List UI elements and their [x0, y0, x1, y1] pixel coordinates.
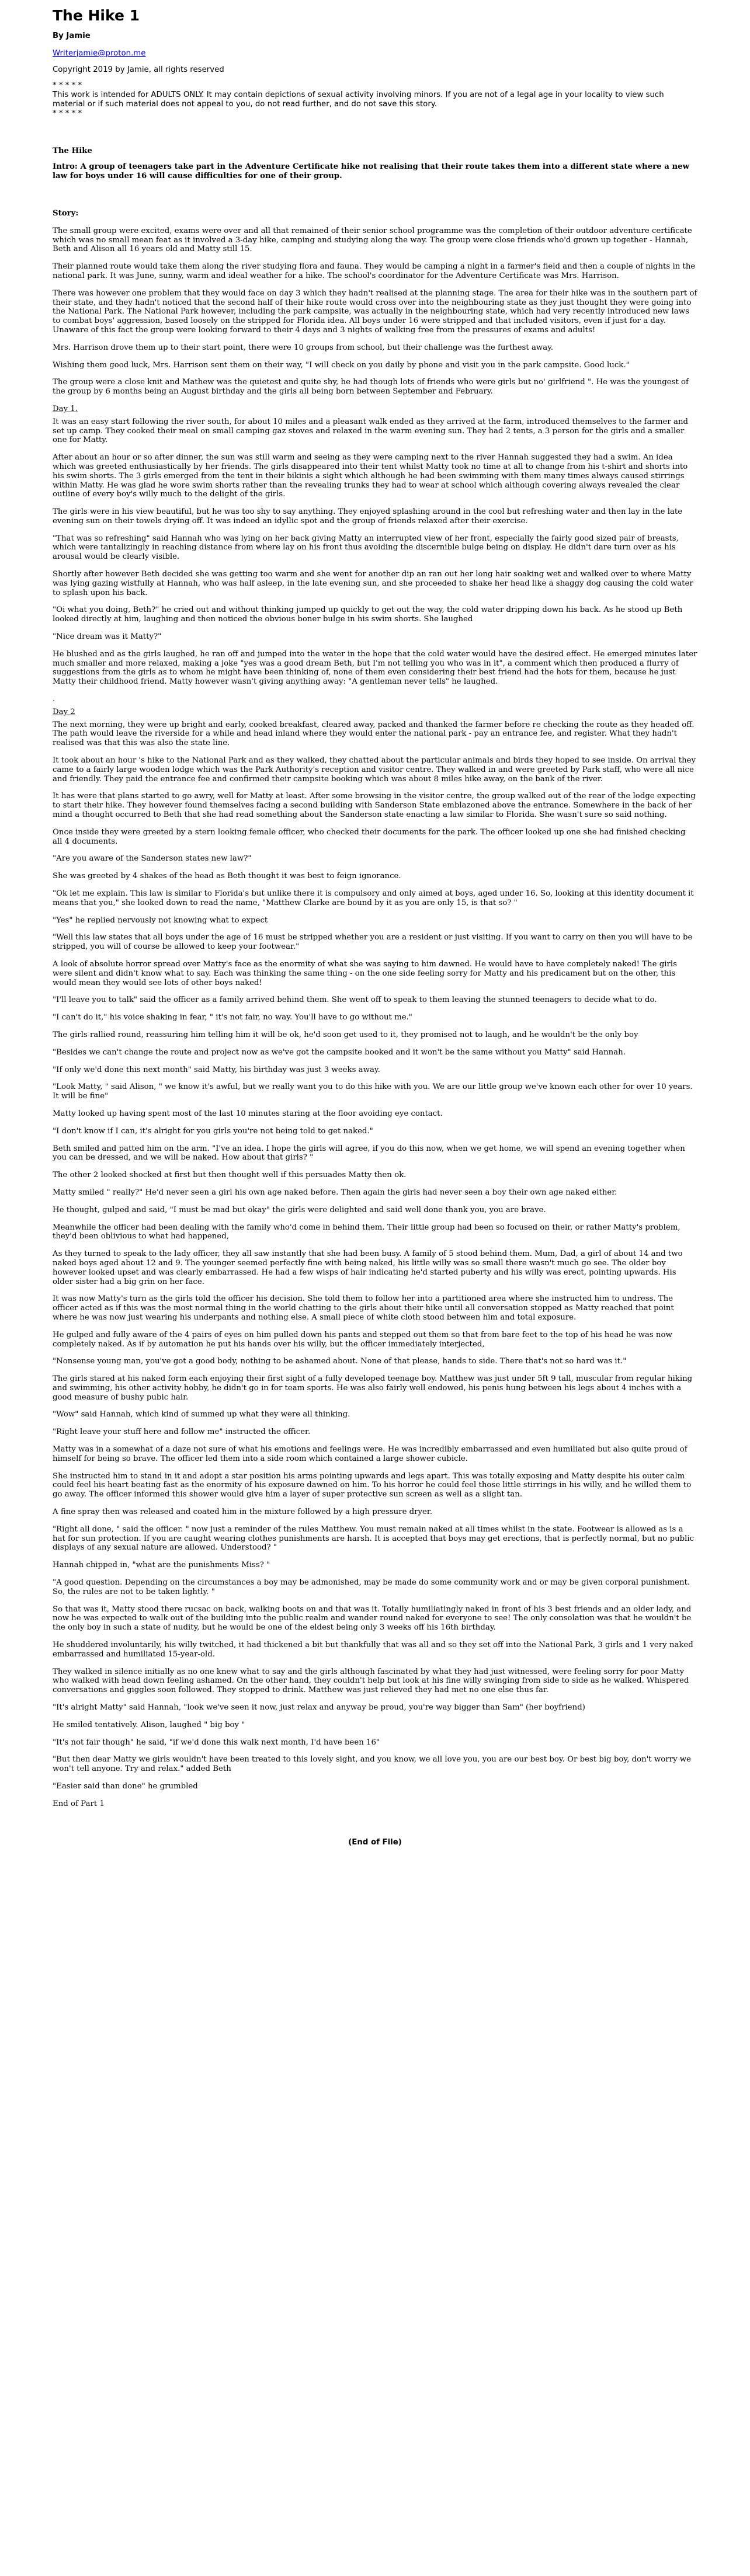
- paragraph: The girls were in his view beautiful, but he was too shy to say anything. They enjoyed splashing around in the cool but refreshing water and then lay in the late evening sun on their towels drying off. It was indeed an idyllic spot and the group of friends relaxed after their exercise.: [53, 507, 683, 525]
- paragraph: "A good question. Depending on the circumstances a boy may be admonished, may be made do some community work and or may be given corporal punishment. So, the rules are not to be taken lightly. ": [53, 1578, 690, 1596]
- adult-content-notice: This work is intended for ADULTS ONLY. It may contain depictions of sexual activity involving minors. If you are not of a legal age in your locality to view such material or if such material does not appeal to you, do not read further, and do not save this story.: [53, 90, 664, 109]
- paragraph: "Wow" said Hannah, which kind of summed up what they were all thinking.: [53, 1410, 350, 1419]
- paragraph: Matty smiled " really?" He'd never seen a girl his own age naked before. Then again the girls had never seen a boy their own age naked either.: [53, 1188, 617, 1197]
- paragraph: Wishing them good luck, Mrs. Harrison sent them on their way, "I will check on you daily by phone and visit you in the park campsite. Good luck.": [53, 360, 630, 370]
- paragraph: "That was so refreshing" said Hannah who was lying on her back giving Matty an interrupted view of her front, especially the fairly good sized pair of breasts, which were tantalizingly in reaching distance from where lay on his front thus avoiding the discernible bulge being on display. He didn't dare turn over as his arousal would be clearly visible.: [53, 534, 679, 562]
- paragraph: It was now Matty's turn as the girls told the officer his decision. She told them to follow her into a partitioned area where she instructed him to undress. The officer acted as if this was the most normal thing in the world chatting to the girls about their hike until all conversation stopped as Matty reached that point where he was now just wearing his underpants and nothing else. A small piece of white cloth stood between him and total exposure.: [53, 1294, 674, 1322]
- story-label: Story:: [53, 208, 79, 218]
- paragraph: Matty looked up having spent most of the last 10 minutes staring at the floor avoiding eye contact.: [53, 1109, 443, 1118]
- paragraph: "Besides we can't change the route and project now as we've got the campsite booked and it won't be the same without you Matty" said Hannah.: [53, 1047, 626, 1057]
- separator-stars-bottom: * * * * *: [53, 109, 82, 118]
- paragraph: "Right leave your stuff here and follow me" instructed the officer.: [53, 1428, 311, 1437]
- paragraph: He gulped and fully aware of the 4 pairs of eyes on him pulled down his pants and stepped out them so that from bare feet to the top of his head he was now completely naked. As if by automation he put his hands over his willy, but the officer immediately interjected,: [53, 1330, 672, 1349]
- paragraph: She instructed him to stand in it and adopt a star position his arms pointing upwards and legs apart. This was totally exposing and Matty despite his outer calm could feel his heart beating fast as the enormity of his exposure dawned on him. To his horror he could feel those little stirrings in his willy, and he willed them to go away. The officer informed this shower would give him a layer of super protective sun screen as well as a slight tan.: [53, 1471, 692, 1499]
- paragraph: So that was it, Matty stood there rucsac on back, walking boots on and that was it. Totally humiliatingly naked in front of his 3 best friends and an older lady, and now he was expected to walk out of the building into the public realm and wander round naked for everyone to see! The only consolation was that he wouldn't be the only boy in such a state of nudity, but he would be one of the eldest being only 3 weeks off his 16th birthday.: [53, 1604, 692, 1632]
- paragraph: The next morning, they were up bright and early, cooked breakfast, cleared away, packed and thanked the farmer before re checking the route as they headed off. The path would leave the riverside for a while and head inland where they would enter the national park - pay an entrance fee, and register. What they hadn't realised was that this was also the state line.: [53, 720, 695, 748]
- paragraph: Mrs. Harrison drove them up to their start point, there were 10 groups from school, but their challenge was the furthest away.: [53, 343, 554, 352]
- copyright-notice: Copyright 2019 by Jamie, all rights reserved: [53, 65, 224, 74]
- paragraph: A look of absolute horror spread over Matty's face as the enormity of what she was saying to him dawned. He would have to have completely naked! The girls were silent and didn't know what to say. Each was thinking the same thing - on the one side feeling sorry for Matty and his predicament but on the other, this would mean they would see lots of other boys naked!: [53, 959, 677, 987]
- paragraph: He thought, gulped and said, "I must be mad but okay" the girls were delighted and said well done thank you, you are brave.: [53, 1205, 546, 1214]
- paragraph: Their planned route would take them along the river studying flora and fauna. They would be camping a night in a farmer's field and then a couple of nights in the national park. It was June, sunny, warm and ideal weather for a hike. The school's coordinator for the Adventure Certificate was Mrs. Harrison.: [53, 262, 696, 280]
- paragraph: "Easier said than done" he grumbled: [53, 1782, 198, 1791]
- paragraph: It was an easy start following the river south, for about 10 miles and a pleasant walk ended as they arrived at the farm, introduced themselves to the farmer and set up camp. They cooked their meal on small camping gaz stoves and relaxed in the warm evening sun. They had 2 tents, a 3 person for the girls and a smaller one for Matty.: [53, 417, 689, 445]
- paragraph: As they turned to speak to the lady officer, they all saw instantly that she had been busy. A family of 5 stood behind them. Mum, Dad, a girl of about 14 and two naked boys aged about 12 and 9. The younger seemed perfectly fine with being naked, his little willy was so small there wasn't much go see. The older boy however looked upset and was clearly embarrassed. He had a few wisps of hair indicating he'd started puberty and his willy was erect, pointing upwards. His older sister had a big grin on her face.: [53, 1249, 683, 1286]
- story-intro: Intro: A group of teenagers take part in the Adventure Certificate hike not realising that their route takes them into a different state where a new law for boys under 16 will cause difficulties for one of their group.: [53, 162, 690, 181]
- paragraph: "Well this law states that all boys under the age of 16 must be stripped whether you are a resident or just visiting. If you want to carry on then you will have to be stripped, you will of course be allowed to keep your footwear.": [53, 933, 693, 952]
- paragraph: "I don't know if I can, it's alright for you girls you're not being told to get naked.": [53, 1126, 373, 1136]
- day-1-paragraphs: [53, 417, 697, 687]
- paragraph: They walked in silence initially as no one knew what to say and the girls although fascinated by what they had just witnessed, were feeling sorry for poor Matty who walked with head down feeling ashamed. On the other hand, they couldn't help but look at his fine willy swinging from side to side as he walked. Whispered conversations and giggles soon followed. They stopped to drink. Matthew was just relieved they had met no one else thus far.: [53, 1667, 689, 1695]
- paragraph: "Nonsense young man, you've got a good body, nothing to be ashamed about. None of that please, hands to side. There that's not so hard was it.": [53, 1357, 627, 1366]
- story-title: The Hike 1: [53, 7, 140, 24]
- section-dot: .: [53, 695, 55, 704]
- paragraph: "Oi what you doing, Beth?" he cried out and without thinking jumped up quickly to get out the way, the cold water dripping down his back. As he stood up Beth looked directly at him, laughing and then noticed the obvious boner bulge in his swim shorts. She laughed: [53, 605, 683, 624]
- author-byline: By Jamie: [53, 32, 91, 40]
- day-2-paragraphs: [53, 720, 697, 1791]
- paragraph: The girls stared at his naked form each enjoying their first sight of a fully developed teenage boy. Matthew was just under 5ft 9 tall, muscular from regular hiking and swimming, his other activity hobby, he didn't go in for team sports. He was also fairly well endowed, his penis hung between his legs about 4 inches with a good measure of bushy pubic hair.: [53, 1374, 693, 1402]
- paragraph: "Are you aware of the Sanderson states new law?": [53, 854, 252, 864]
- paragraph: The group were a close knit and Mathew was the quietest and quite shy, he had though lots of friends who were girls but no' girlfriend ". He was the youngest of the group by 6 months being an August birthday and the girls all being born between September and February.: [53, 378, 689, 396]
- paragraph: There was however one problem that they would face on day 3 which they hadn't realised at the planning stage. The area for their hike was in the southern part of their state, and they hadn't noticed that the second half of their hike route would cross over into the neighbouring state as they just thought they were going into the National Park. The National Park however, including the park campsite, was actually in the neighbouring state, which had very recently introduced new laws to combat boys' aggression, based loosely on the stripped for Florida idea. All boys under 16 were stripped and that included visitors, even if just for a day. Unaware of this fact the group were looking forward to their 4 days and 3 nights of walking free from the pressures of exams and adults!: [53, 288, 697, 335]
- paragraph: "Nice dream was it Matty?": [53, 632, 162, 642]
- section-heading: The Hike: [53, 146, 92, 155]
- paragraph: "Yes" he replied nervously not knowing what to expect: [53, 915, 268, 925]
- paragraph: "Right all done, " said the officer. " now just a reminder of the rules Matthew. You must remain naked at all times whilst in the state. Footwear is allowed as is a hat for sun protection. If you are caught wearing clothes punishments are harsh. It is accepted that boys may get erections, that is perfectly normal, but no public displays of any sexual nature are allowed. Understood? ": [53, 1524, 695, 1552]
- author-email-link[interactable]: Writerjamie@proton.me: [53, 48, 146, 58]
- paragraph: The girls rallied round, reassuring him telling him it will be ok, he'd soon get used to it, they promised not to laugh, and he wouldn't be the only boy: [53, 1030, 638, 1039]
- paragraph: Meanwhile the officer had been dealing with the family who'd come in behind them. Their little group had been so focused on their, or rather Matty's problem, they'd been oblivious to what had happened,: [53, 1223, 680, 1241]
- paragraph: "If only we'd done this next month" said Matty, his birthday was just 3 weeks away.: [53, 1065, 380, 1074]
- end-of-part-label: End of Part 1: [53, 1799, 105, 1808]
- paragraph: He shuddered involuntarily, his willy twitched, it had thickened a bit but thankfully that was all and so they set off into the National Park, 3 girls and 1 very naked embarrassed and humiliated 15-year-old.: [53, 1641, 693, 1659]
- paragraph: He smiled tentatively. Alison, laughed " big boy ": [53, 1720, 245, 1729]
- paragraph: He blushed and as the girls laughed, he ran off and jumped into the water in the hope that the cold water would have the desired effect. He emerged minutes later much smaller and more relaxed, making a joke "yes was a good dream Beth, but I'm not telling you who was in it", a comment which then produced a flurry of suggestions from the girls as to whom he might have been thinking of, none of them even considering their best friend had the hots for them, because he just Matty their childhood friend. Matty however wasn't giving anything away: "A gentleman never tells" he laughed.: [53, 649, 697, 687]
- paragraph: Shortly after however Beth decided she was getting too warm and she went for another dip an ran out her long hair soaking wet and walked over to where Matty was lying gazing wistfully at Hannah, who was half asleep, in the late evening sun, and she proceeded to shake her head like a shaggy dog causing the cold water to splash upon his back.: [53, 570, 693, 597]
- paragraph: It has were that plans started to go awry, well for Matty at least. After some browsing in the visitor centre, the group walked out of the rear of the lodge expecting to start their hike. They however found themselves facing a second building with Sanderson State emblazoned above the entrance. Somewhere in the back of her mind a thought occurred to Beth that she had read something about the Sanderson state enacting a law similar to Florida. She wasn't sure so said nothing.: [53, 792, 696, 820]
- paragraph: The other 2 looked shocked at first but then thought well if this persuades Matty then ok.: [53, 1171, 407, 1180]
- paragraph: Hannah chipped in, "what are the punishments Miss? ": [53, 1561, 270, 1570]
- end-of-file-label: (End of File): [348, 1837, 402, 1847]
- paragraph: It took about an hour 's hike to the National Park and as they walked, they chatted about the particular animals and birds they hoped to see inside. On arrival they came to a fairly large wooden lodge which was the Park Authority's reception and visitor centre. They walked in and were greeted by Park staff, who were all nice and friendly. They paid the entrance fee and confirmed their campsite booking which was about 8 miles hike away, on the bank of the river.: [53, 756, 696, 784]
- separator-stars: * * * * *: [53, 81, 82, 90]
- day-1-heading: Day 1.: [53, 404, 78, 413]
- paragraph: Matty was in a somewhat of a daze not sure of what his emotions and feelings were. He was incredibly embarrassed and even humiliated but also quite proud of himself for being so brave. The officer led them into a side room which contained a large shower cubicle.: [53, 1445, 688, 1463]
- paragraph: After about an hour or so after dinner, the sun was still warm and seeing as they were camping next to the river Hannah suggested they had a swim. An idea which was greeted enthusiastically by her friends. The girls disappeared into their tent whilst Matty took no time at all to change from his t-shirt and shorts into his swim shorts. The 3 girls emerged from the tent in their bikinis a sight which although he had been swimming with them many times always caused stirrings within Matty. He was glad he wore swim shorts rather than the revealing trunks they had to wear at school which although covering always revealed the clear outline of every boy's willy much to the delight of the girls.: [53, 453, 688, 499]
- paragraph: "I'll leave you to talk" said the officer as a family arrived behind them. She went off to speak to them leaving the stunned teenagers to decide what to do.: [53, 995, 657, 1005]
- paragraph: "I can't do it," his voice shaking in fear, " it's not fair, no way. You'll have to go without me.": [53, 1013, 412, 1022]
- paragraph: Once inside they were greeted by a stern looking female officer, who checked their documents for the park. The officer looked up one she had finished checking all 4 documents.: [53, 827, 686, 846]
- paragraph: "It's not fair though" he said, "if we'd done this walk next month, I'd have been 16": [53, 1738, 380, 1747]
- paragraph: "Look Matty, " said Alison, " we know it's awful, but we really want you to do this hike with you. We are our little group we've known each other for over 10 years. It will be fine": [53, 1082, 693, 1101]
- paragraph: A fine spray then was released and coated him in the mixture followed by a high pressure dryer.: [53, 1508, 433, 1517]
- paragraph: "Ok let me explain. This law is similar to Florida's but unlike there it is compulsory and only aimed at boys, aged under 16. So, looking at this identity document it means that you," she looked down to read the name, "Matthew Clarke are bound by it as you are only 15, is that so? ": [53, 889, 694, 907]
- day-2-heading: Day 2: [53, 707, 75, 716]
- paragraph: "It's alright Matty" said Hannah, "look we've seen it now, just relax and anyway be proud, you're way bigger than Sam" (her boyfriend): [53, 1703, 585, 1712]
- paragraph: She was greeted by 4 shakes of the head as Beth thought it was best to feign ignorance.: [53, 872, 401, 881]
- paragraph: "But then dear Matty we girls wouldn't have been treated to this lovely sight, and you know, we all love you, you are our best boy. Or best big boy, don't worry we won't tell anyone. Try and relax." added Beth: [53, 1755, 691, 1774]
- paragraph: The small group were excited, exams were over and all that remained of their senior school programme was the completion of their outdoor adventure certificate which was no small mean feat as it involved a 3-day hike, camping and studying along the way. The group were close friends who'd grown up together - Hannah, Beth and Alison all 16 years old and Matty still 15.: [53, 226, 692, 254]
- opening-paragraphs: [53, 227, 697, 396]
- paragraph: Beth smiled and patted him on the arm. "I've an idea. I hope the girls will agree, if you do this now, when we get home, we will spend an evening together when you can be dressed, and we will be naked. How about that girls? ": [53, 1144, 685, 1162]
